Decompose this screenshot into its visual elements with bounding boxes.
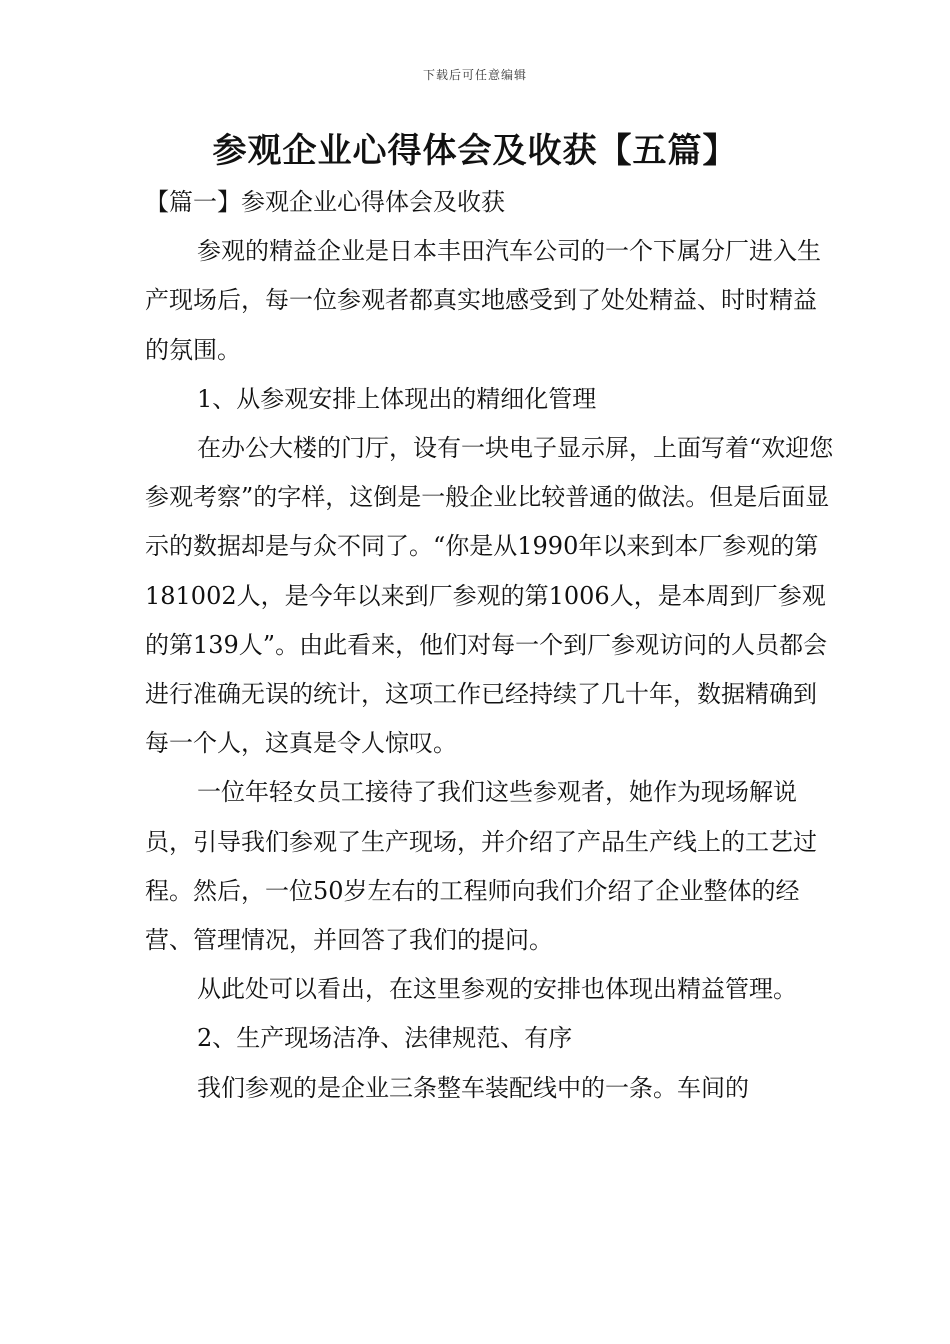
document-title: 参观企业心得体会及收获【五篇】	[212, 131, 738, 171]
header-note: 下载后可任意编辑	[422, 68, 527, 82]
paragraph: 从此处可以看出，在这里参观的安排也体现出精益管理。	[197, 975, 797, 1004]
paragraph: 在办公大楼的门厅，设有一块电子显示屏，上面写着“欢迎您参观考察”的字样，这倒是一般企业比较普通的做法。但是后面显示的数据却是与众不同了。“你是从1990年以来到本厂参观的第181002人，是今年以来到厂参观的第1006人，是本周到厂参观的第139人”。由此看来，他们对每一个到厂参观访问的人员都会进行准确无误的统计，这项工作已经持续了几十年，数据精确到每一个人，这真是令人惊叹。	[145, 434, 834, 758]
section-heading: 【篇一】参观企业心得体会及收获	[145, 188, 505, 216]
paragraph: 我们参观的是企业三条整车装配线中的一条。车间的	[197, 1073, 749, 1102]
subheading: 1、从参观安排上体现出的精细化管理	[197, 384, 597, 413]
paragraph: 一位年轻女员工接待了我们这些参观者，她作为现场解说员，引导我们参观了生产现场，并介绍了产品生产线上的工艺过程。然后，一位50岁左右的工程师向我们介绍了企业整体的经营、管理情况，并回答了我们的提问。	[145, 778, 817, 955]
paragraph: 参观的精益企业是日本丰田汽车公司的一个下属分厂进入生产现场后，每一位参观者都真实地感受到了处处精益、时时精益的氛围。	[145, 237, 821, 364]
subheading: 2、生产现场洁净、法律规范、有序	[197, 1024, 573, 1053]
document-body	[145, 178, 835, 1113]
